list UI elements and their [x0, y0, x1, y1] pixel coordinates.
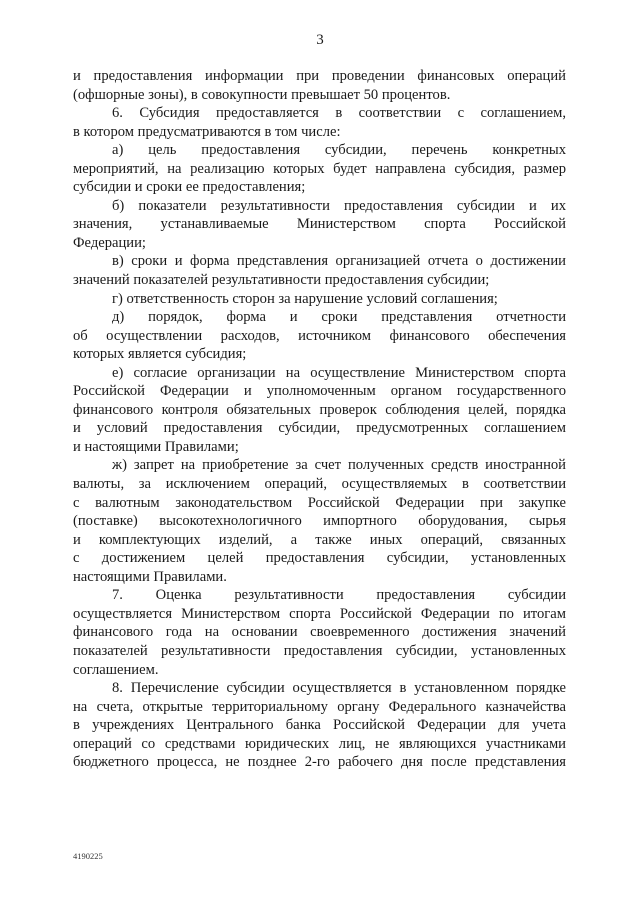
text-line: с валютным законодательством Российской Федерации при закупке — [73, 494, 566, 511]
text-line: б) показатели результативности предоставления субсидии и их — [112, 197, 566, 214]
text-line: и комплектующих изделий, а также иных операций, связанных — [73, 531, 566, 548]
text-line: соглашением. — [73, 661, 159, 678]
text-line: значений показателей результативности предоставления субсидии; — [73, 272, 490, 289]
text-line: г) ответственность сторон за нарушение условий соглашения; — [112, 290, 498, 307]
text-line: ж) запрет на приобретение за счет полученных средств иностранной — [112, 457, 566, 474]
text-line: и настоящими Правилами; — [73, 438, 239, 455]
text-line: на счета, открытые территориальному органу Федерального казначейства — [73, 698, 566, 715]
text-line: об осуществлении расходов, источником финансового обеспечения — [73, 327, 566, 344]
text-line: е) согласие организации на осуществление Министерством спорта — [112, 364, 566, 381]
text-line: а) цель предоставления субсидии, перечень конкретных — [112, 142, 566, 159]
text-line: мероприятий, на реализацию которых будет направлена субсидия, размер — [73, 160, 566, 177]
text-line: финансового года на основании своевременного достижения значений — [73, 624, 566, 641]
text-line: в учреждениях Центрального банка Российской Федерации для учета — [73, 717, 566, 734]
text-line: настоящими Правилами. — [73, 568, 227, 585]
text-line: и условий предоставления субсидии, предусмотренных соглашением — [73, 420, 566, 437]
text-line: субсидии и сроки ее предоставления; — [73, 179, 306, 196]
text-line: 6. Субсидия предоставляется в соответствии с соглашением, — [112, 105, 566, 122]
text-line: Российской Федерации и уполномоченным органом государственного — [73, 383, 566, 400]
text-line: бюджетного процесса, не позднее 2-го рабочего дня после представления — [73, 754, 566, 771]
text-line: осуществляется Министерством спорта Российской Федерации по итогам — [73, 605, 566, 622]
text-line: операций со средствами юридических лиц, не являющихся участниками — [73, 735, 566, 752]
text-line: Федерации; — [73, 234, 146, 251]
text-line: д) порядок, форма и сроки представления отчетности — [112, 309, 566, 326]
page-number: 3 — [316, 32, 324, 48]
text-line: финансового контроля обязательных проверок соблюдения целей, порядка — [73, 401, 566, 418]
text-line: показателей результативности предоставления субсидии, установленных — [73, 642, 566, 659]
text-line: с достижением целей предоставления субсидии, установленных — [73, 550, 566, 567]
text-line: значения, устанавливаемые Министерством спорта Российской — [73, 216, 566, 233]
text-line: которых является субсидия; — [73, 346, 247, 363]
text-line: 8. Перечисление субсидии осуществляется в установленном порядке — [112, 680, 566, 697]
document-body — [73, 67, 566, 772]
document-code: 4190225 — [73, 851, 103, 861]
text-line: 7. Оценка результативности предоставления субсидии — [112, 587, 566, 604]
text-line: в котором предусматриваются в том числе: — [73, 123, 341, 140]
text-line: (поставке) высокотехнологичного импортного оборудования, сырья — [73, 513, 566, 530]
text-line: валюты, за исключением операций, осуществляемых в соответствии — [73, 476, 566, 493]
text-line: в) сроки и форма представления организацией отчета о достижении — [112, 253, 566, 270]
text-line: и предоставления информации при проведении финансовых операций — [73, 68, 566, 84]
text-line: (офшорные зоны), в совокупности превышает 50 процентов. — [73, 86, 451, 103]
